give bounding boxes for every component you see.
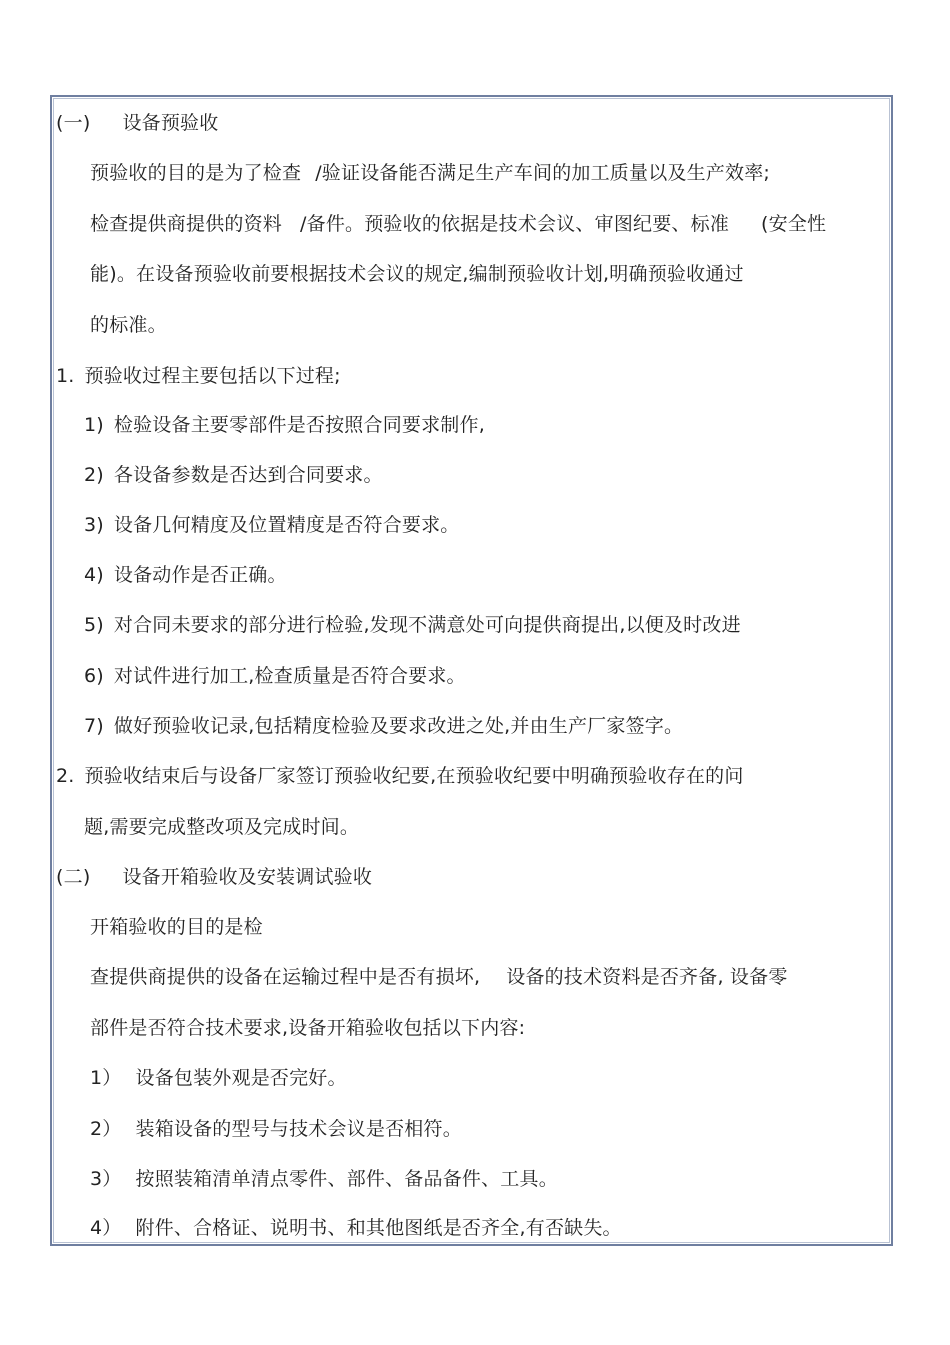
- subitem-number: 7): [84, 715, 104, 737]
- subitem-text: 做好预验收记录,包括精度检验及要求改进之处,并由生产厂家签字。: [113, 715, 684, 737]
- subitem-text: 设备包装外观是否完好。: [135, 1067, 347, 1089]
- section2-heading-number: (二): [56, 866, 91, 888]
- subitem-text: 对合同未要求的部分进行检验,发现不满意处可向提供商提出,以便及时改进: [113, 614, 741, 636]
- subitem-text: 装箱设备的型号与技术会议是否相符。: [135, 1118, 462, 1140]
- section1-heading-text: 设备预验收: [122, 112, 219, 134]
- item-number: 1.: [56, 365, 75, 387]
- numbered-item-2-continuation: 题,需要完成整改项及完成时间。: [84, 816, 360, 838]
- subitem: [84, 463, 383, 487]
- subitem-number: 4): [84, 564, 104, 586]
- subitem: [90, 1167, 558, 1191]
- subitem: [84, 413, 485, 437]
- item-number: 2.: [56, 765, 75, 787]
- subitem: [90, 1216, 622, 1240]
- section1-intro-line4: 的标准。: [90, 314, 167, 336]
- intro-text: 设备的技术资料是否齐备, 设备零: [506, 966, 788, 988]
- subitem-number: 6): [84, 665, 104, 687]
- subitem-text: 各设备参数是否达到合同要求。: [113, 464, 383, 486]
- section1-intro-line2: [90, 212, 826, 236]
- subitem-number: 2）: [90, 1118, 122, 1140]
- intro-text: (安全性: [761, 213, 827, 235]
- intro-text: 检查提供商提供的资料: [90, 213, 283, 235]
- subitem-number: 1): [84, 414, 104, 436]
- section2-heading-text: 设备开箱验收及安装调试验收: [122, 866, 373, 888]
- section1-intro-line3: 能)。在设备预验收前要根据技术会议的规定,编制预验收计划,明确预验收通过: [90, 263, 744, 285]
- section2-intro-line2: [90, 965, 788, 989]
- subitem: [84, 563, 287, 587]
- subitem: [84, 714, 683, 738]
- subitem-number: 3): [84, 514, 104, 536]
- intro-text: /备件。预验收的依据是技术会议、审图纪要、标准: [300, 213, 730, 235]
- subitem: [90, 1066, 347, 1090]
- section1-heading: [56, 111, 218, 135]
- subitem: [84, 664, 466, 688]
- subitem-number: 4）: [90, 1217, 122, 1239]
- subitem-number: 3）: [90, 1168, 122, 1190]
- subitem-number: 2): [84, 464, 104, 486]
- section2-intro-line3: 部件是否符合技术要求,设备开箱验收包括以下内容:: [90, 1017, 526, 1039]
- section1-heading-number: (一): [56, 112, 91, 134]
- intro-text: 预验收的目的是为了检查: [90, 162, 302, 184]
- section2-heading: [56, 865, 372, 889]
- subitem-text: 对试件进行加工,检查质量是否符合要求。: [113, 665, 466, 687]
- subitem-text: 按照装箱清单清点零件、部件、备品备件、工具。: [135, 1168, 558, 1190]
- subitem: [84, 513, 460, 537]
- subitem-text: 检验设备主要零部件是否按照合同要求制作,: [113, 414, 485, 436]
- item-text: 预验收结束后与设备厂家签订预验收纪要,在预验收纪要中明确预验收存在的问: [84, 765, 744, 787]
- subitem-number: 1）: [90, 1067, 122, 1089]
- section2-intro-line1: 开箱验收的目的是检: [90, 916, 263, 938]
- subitem: [84, 613, 741, 637]
- subitem: [90, 1117, 462, 1141]
- subitem-text: 附件、合格证、说明书、和其他图纸是否齐全,有否缺失。: [135, 1217, 622, 1239]
- subitem-text: 设备动作是否正确。: [113, 564, 287, 586]
- subitem-text: 设备几何精度及位置精度是否符合要求。: [113, 514, 460, 536]
- intro-text: 查提供商提供的设备在运输过程中是否有损坏,: [90, 966, 481, 988]
- item-text: 预验收过程主要包括以下过程;: [84, 365, 341, 387]
- numbered-item-2: [56, 764, 744, 788]
- numbered-item-1: [56, 364, 341, 388]
- section1-intro-line1: [90, 161, 770, 185]
- subitem-number: 5): [84, 614, 104, 636]
- intro-text: /验证设备能否满足生产车间的加工质量以及生产效率;: [315, 162, 771, 184]
